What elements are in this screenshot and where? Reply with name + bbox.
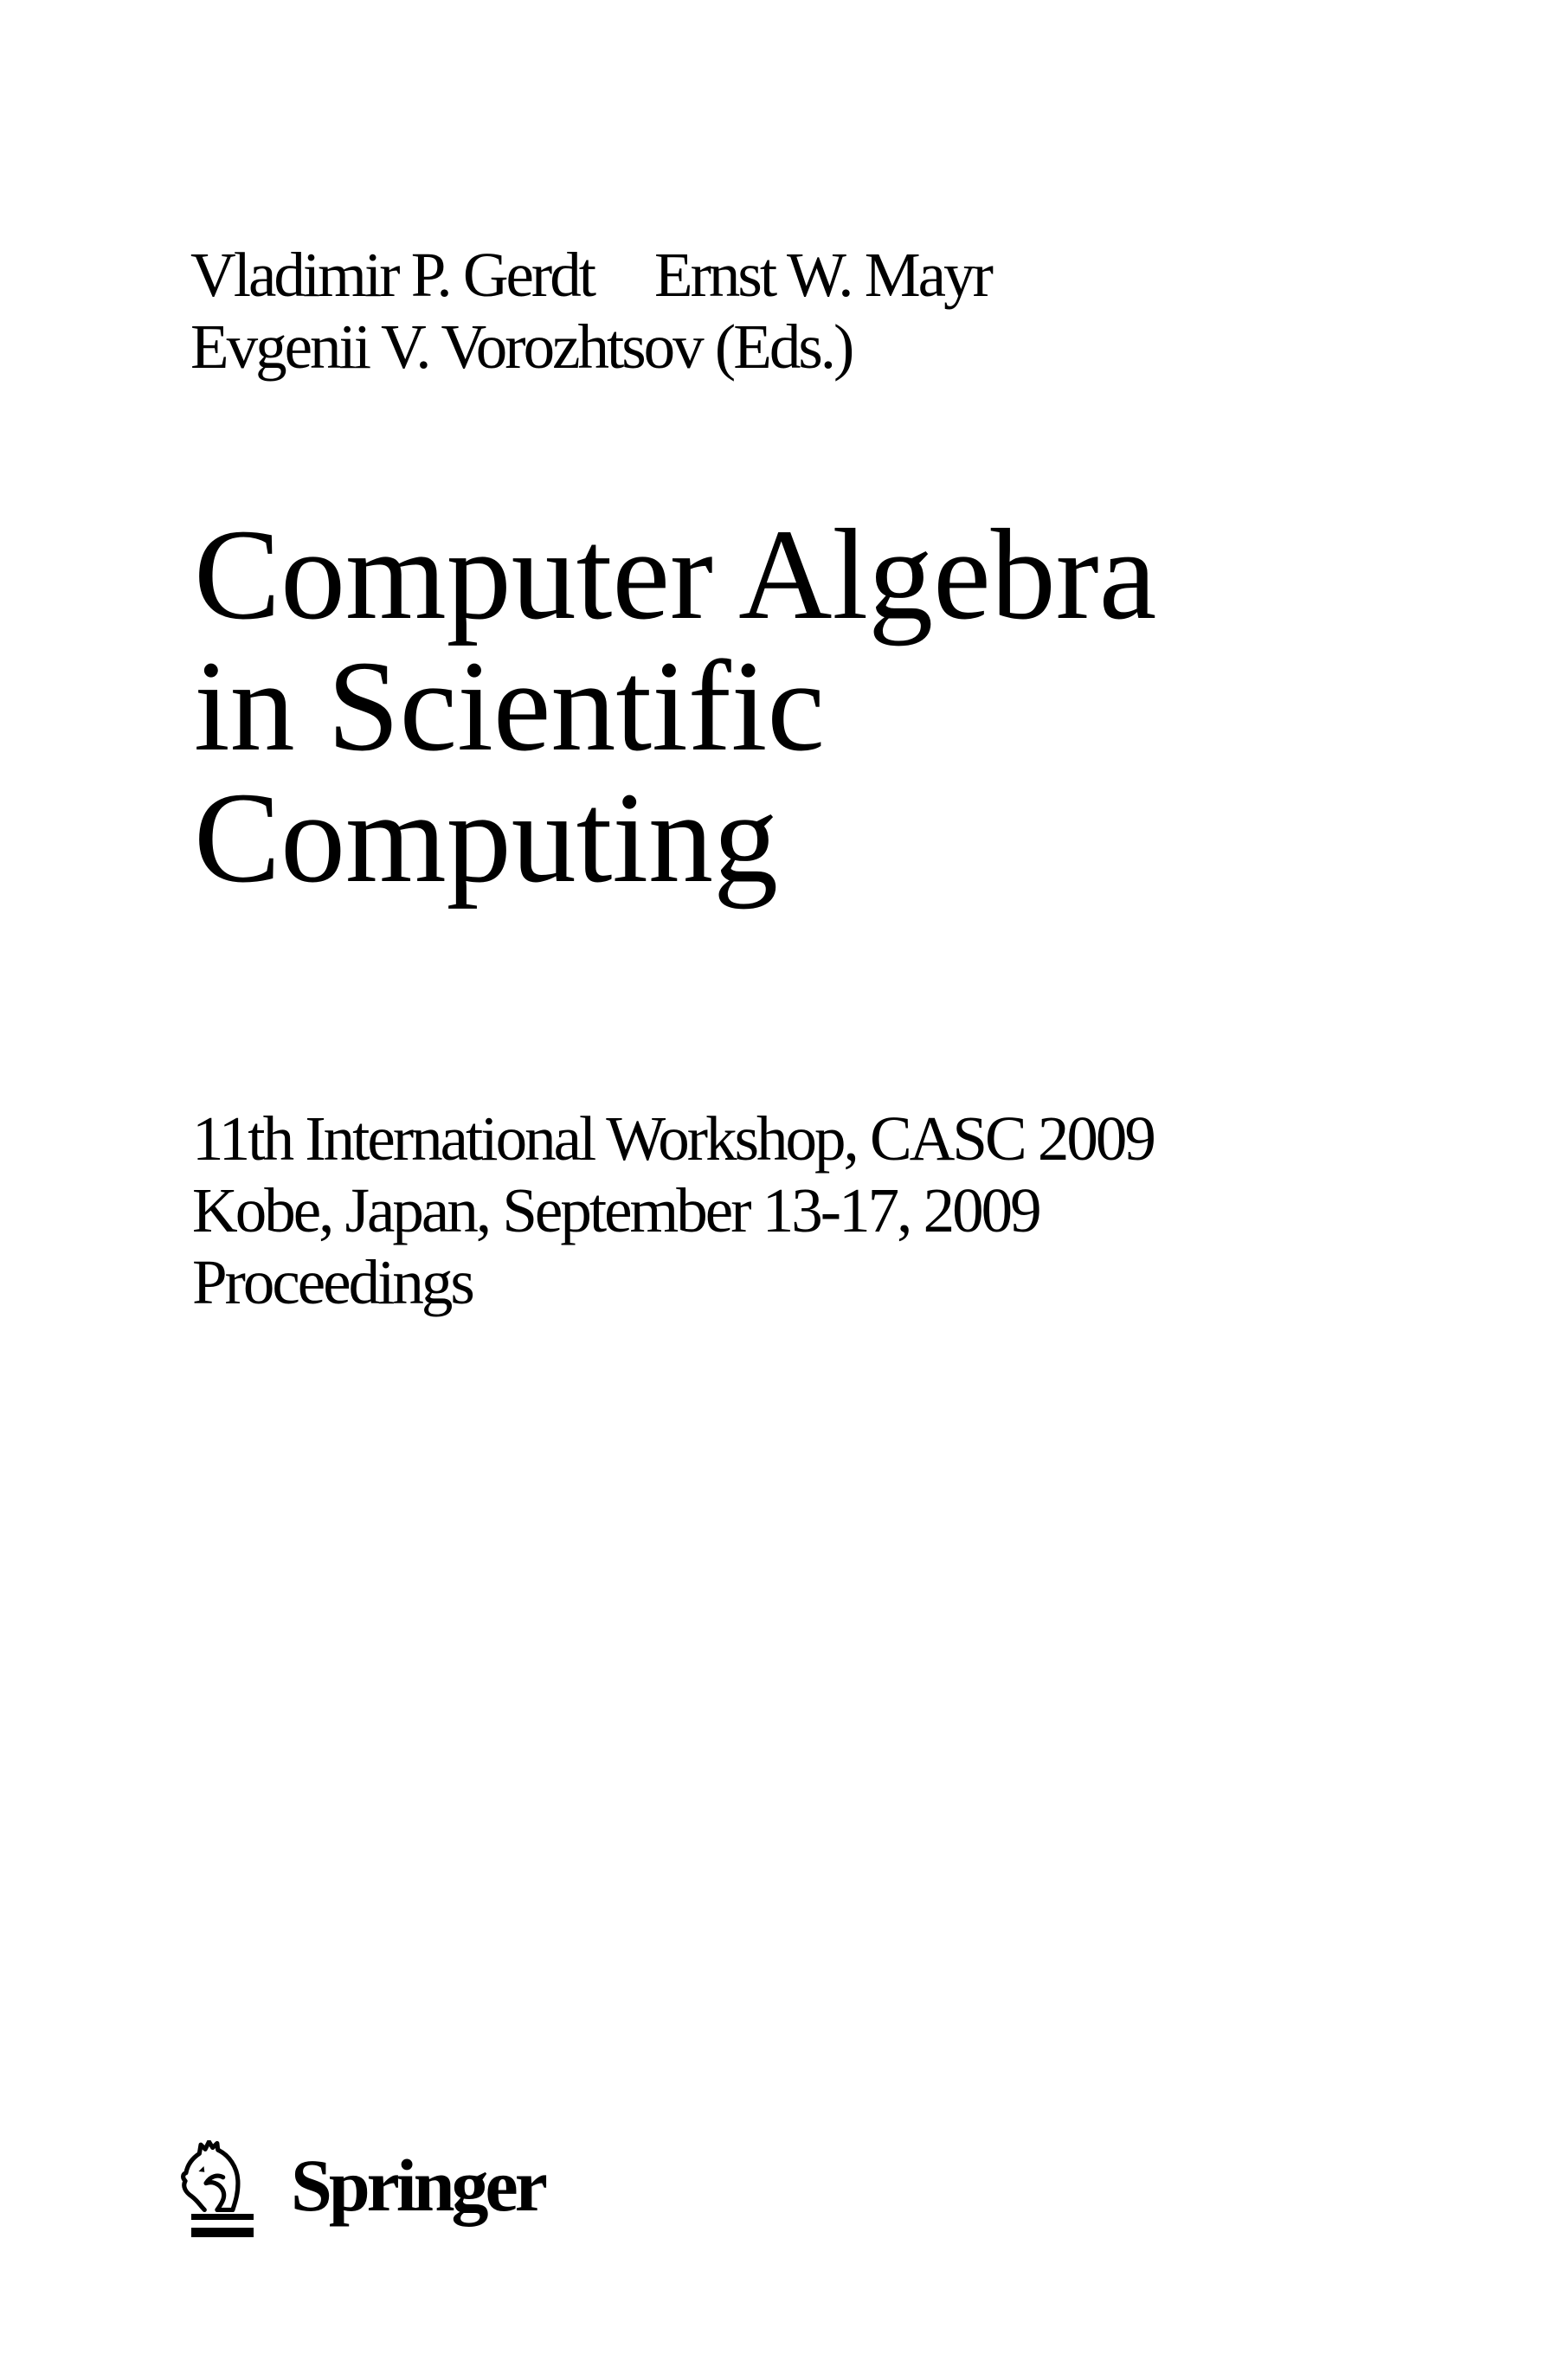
logo-bar-thick-icon	[191, 2228, 254, 2237]
subtitle-line-2: Kobe, Japan, September 13-17, 2009	[192, 1175, 1039, 1245]
book-title	[194, 503, 1157, 910]
editors-line-1	[190, 239, 991, 311]
editor-name-1: Vladimir P. Gerdt	[190, 240, 595, 310]
editors-line-2: Evgenii V. Vorozhtsov (Eds.)	[190, 312, 853, 382]
title-line-2: in Scientific	[194, 634, 825, 778]
subtitle-block	[192, 1103, 1154, 1318]
subtitle-line-3: Proceedings	[192, 1247, 473, 1317]
springer-knight-icon	[179, 2140, 254, 2212]
title-line-1: Computer Algebra	[194, 503, 1157, 646]
editor-name-2: Ernst W. Mayr	[654, 240, 991, 310]
logo-bar-thin-icon	[191, 2214, 254, 2220]
subtitle-line-1: 11th International Workshop, CASC 2009	[192, 1103, 1154, 1174]
title-line-3: Computing	[194, 766, 779, 910]
publisher-name: Springer	[291, 2144, 544, 2227]
editors-block	[190, 239, 991, 383]
